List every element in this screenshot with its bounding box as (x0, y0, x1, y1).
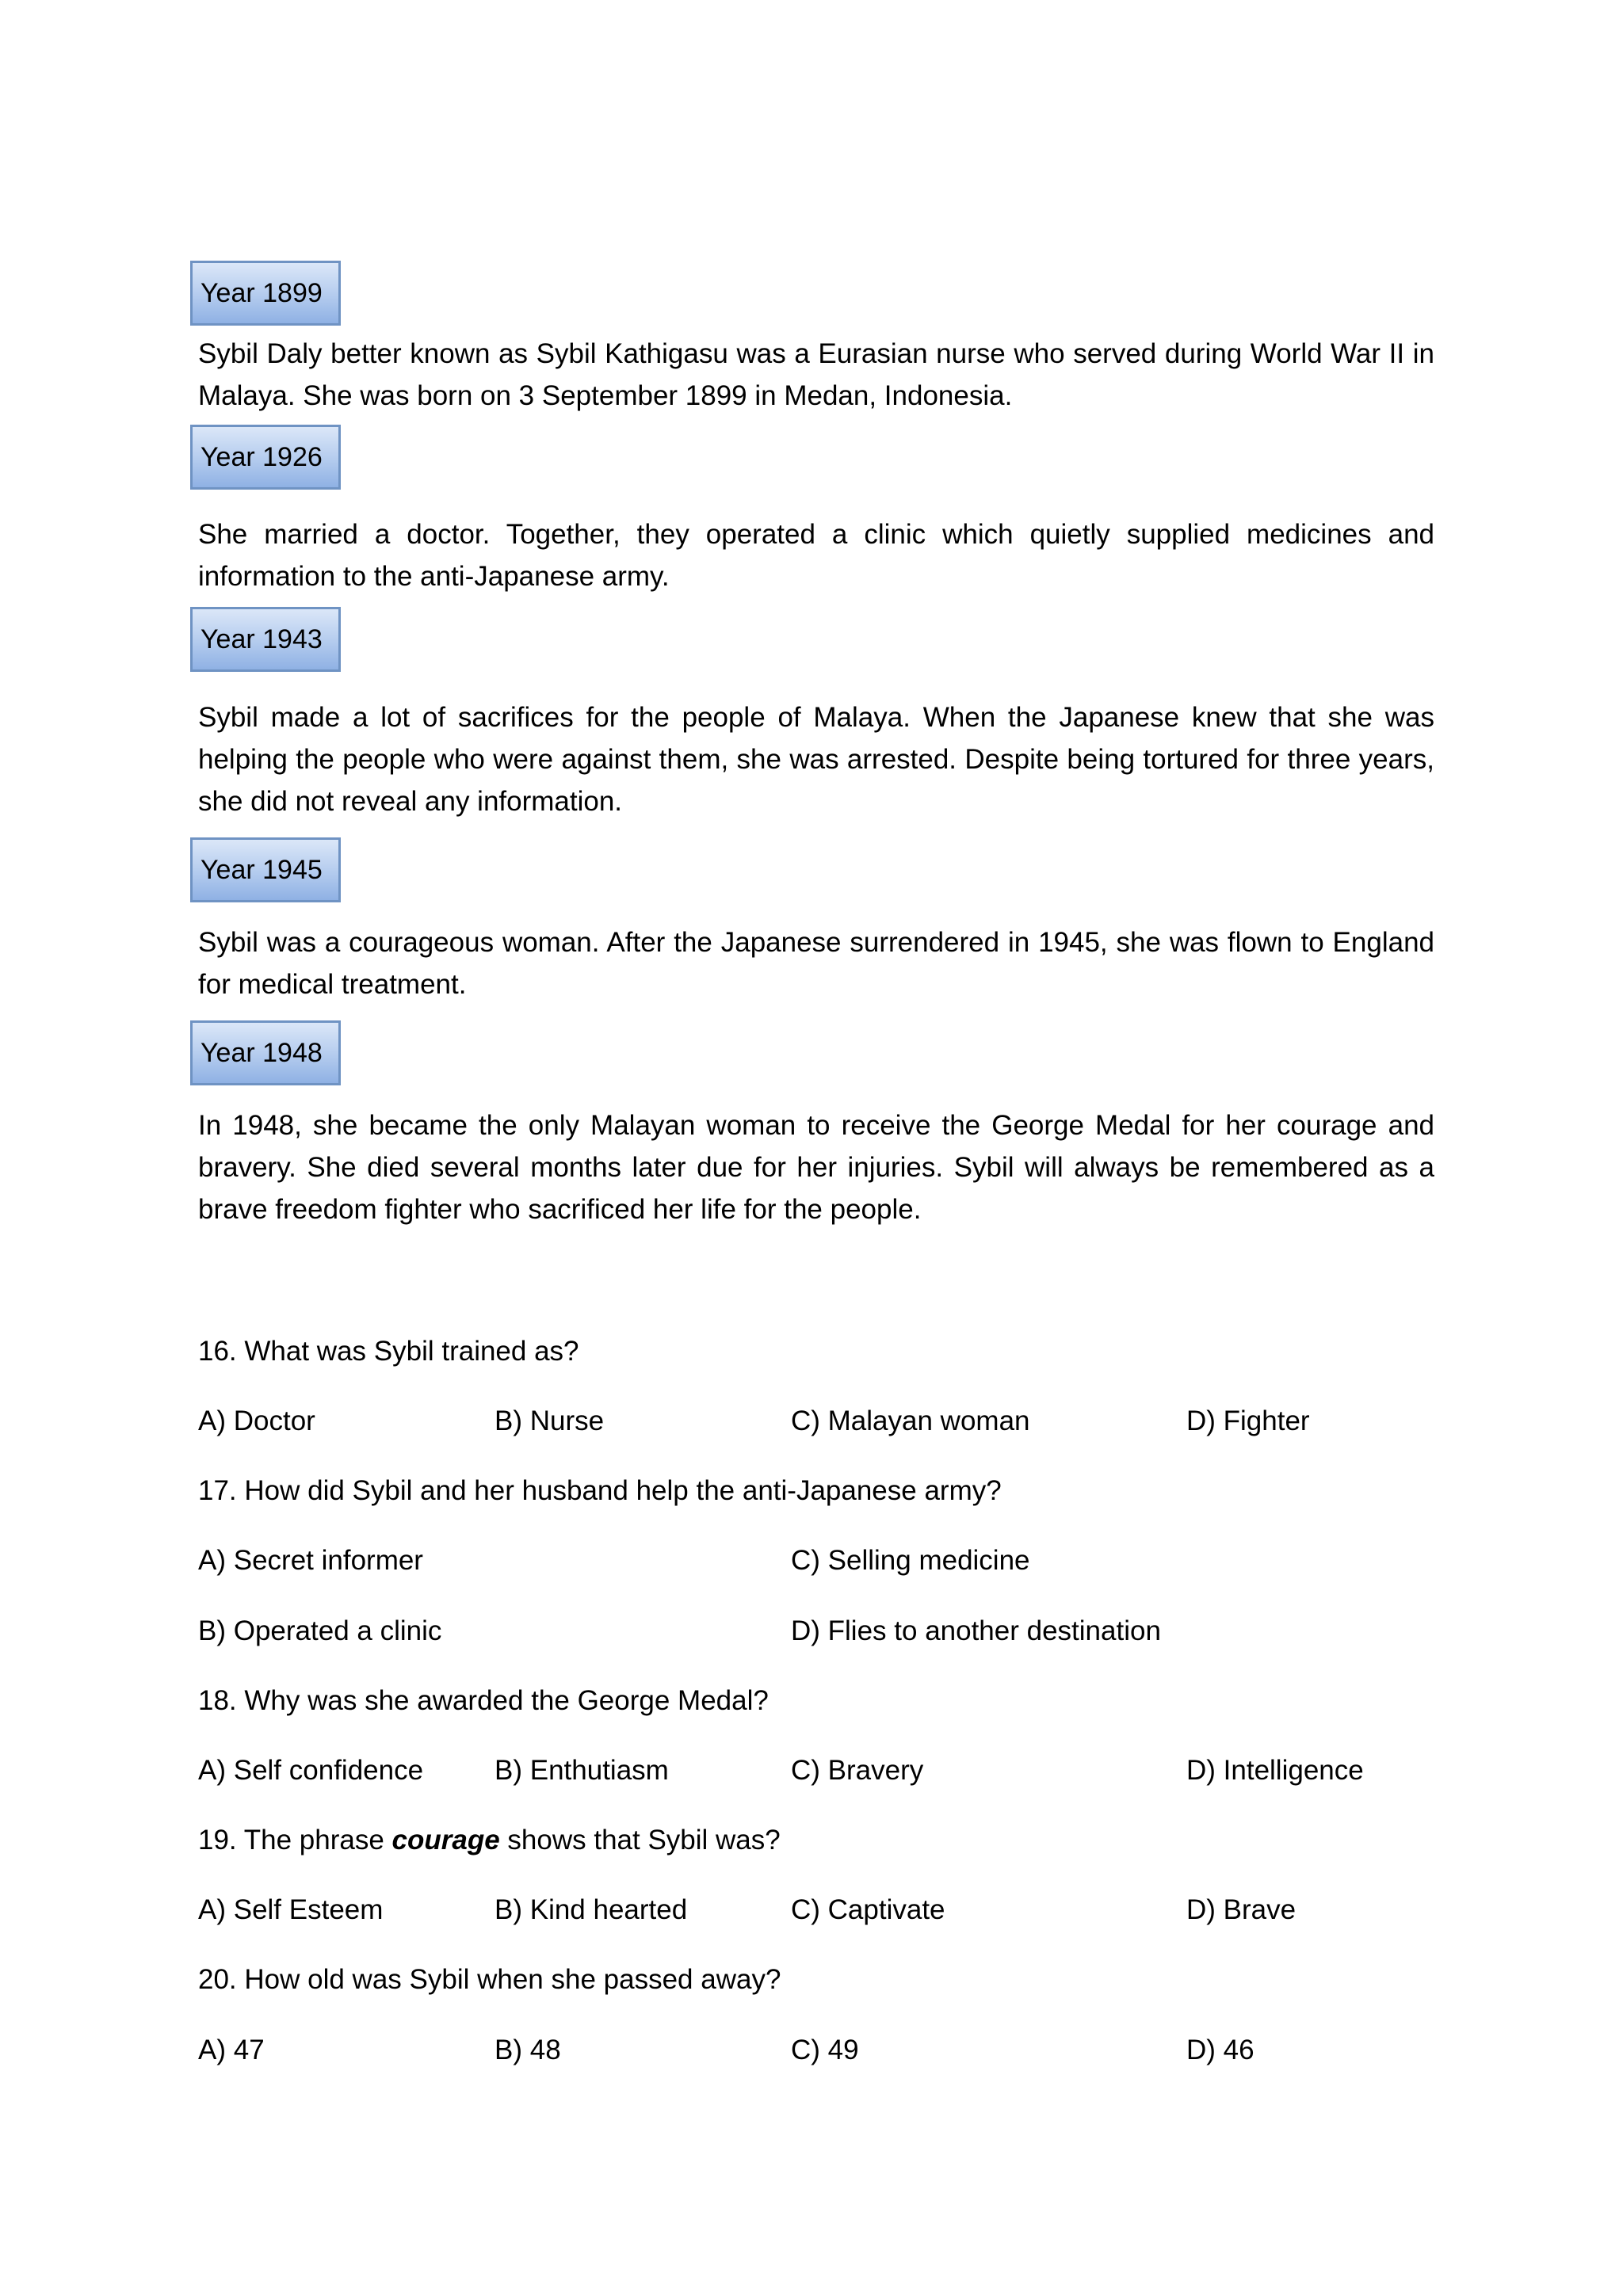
q16-option-b[interactable]: B) Nurse (495, 1405, 605, 1436)
q18-option-c[interactable]: C) Bravery (791, 1755, 924, 1786)
q19-option-b[interactable]: B) Kind hearted (495, 1894, 688, 1925)
q19-option-c[interactable]: C) Captivate (791, 1894, 945, 1925)
paragraph-1948: In 1948, she became the only Malayan woman to receive the George Medal for her courage and bravery. She died several months later due for her injuries. Sybil will always be remembered as a brave freedom fighter who sacrificed her life for the people. (198, 1110, 1434, 1225)
q16-option-d[interactable]: D) Fighter (1186, 1405, 1310, 1436)
year-label-1899: Year 1899 (190, 261, 341, 326)
year-label-1926: Year 1926 (190, 425, 341, 490)
year-label-1948: Year 1948 (190, 1020, 341, 1085)
q17-option-c[interactable]: C) Selling medicine (791, 1545, 1030, 1576)
q20-option-d[interactable]: D) 46 (1186, 2035, 1254, 2065)
q20-option-a[interactable]: A) 47 (198, 2035, 265, 2065)
q16-option-a[interactable]: A) Doctor (198, 1405, 315, 1436)
q19-option-d[interactable]: D) Brave (1186, 1894, 1296, 1925)
year-label-1945: Year 1945 (190, 837, 341, 902)
q17-option-b[interactable]: B) Operated a clinic (198, 1615, 442, 1646)
paragraph-1943: Sybil made a lot of sacrifices for the people of Malaya. When the Japanese knew that she was helping the people who were against them, she was arrested. Despite being tortured for three years, she did not reveal any information. (198, 702, 1434, 817)
q18-option-d[interactable]: D) Intelligence (1186, 1755, 1364, 1786)
question-16: 16. What was Sybil trained as? (198, 1336, 579, 1367)
q20-option-b[interactable]: B) 48 (495, 2035, 561, 2065)
paragraph-1899: Sybil Daly better known as Sybil Kathigasu was a Eurasian nurse who served during World War II in Malaya. She was born on 3 September 1899 in Medan, Indonesia. (198, 338, 1434, 411)
question-19-text-after: shows that Sybil was? (499, 1825, 781, 1855)
q16-option-c[interactable]: C) Malayan woman (791, 1405, 1030, 1436)
question-19-emphasis: courage (391, 1825, 500, 1855)
q17-option-d[interactable]: D) Flies to another destination (791, 1615, 1161, 1646)
question-20: 20. How old was Sybil when she passed away? (198, 1964, 781, 1995)
question-17: 17. How did Sybil and her husband help the anti-Japanese army? (198, 1475, 1002, 1506)
q17-option-a[interactable]: A) Secret informer (198, 1545, 423, 1576)
question-19-text-before: 19. The phrase (198, 1825, 392, 1855)
paragraph-1945: Sybil was a courageous woman. After the Japanese surrendered in 1945, she was flown to England for medical treatment. (198, 927, 1434, 1000)
question-18: 18. Why was she awarded the George Medal? (198, 1685, 769, 1716)
paragraph-1926: She married a doctor. Together, they operated a clinic which quietly supplied medicines and information to the anti-Japanese army. (198, 519, 1434, 592)
q18-option-a[interactable]: A) Self confidence (198, 1755, 424, 1786)
q19-option-a[interactable]: A) Self Esteem (198, 1894, 384, 1925)
q20-option-c[interactable]: C) 49 (791, 2035, 859, 2065)
question-19 (198, 1823, 781, 1858)
q18-option-b[interactable]: B) Enthutiasm (495, 1755, 669, 1786)
year-label-1943: Year 1943 (190, 607, 341, 672)
